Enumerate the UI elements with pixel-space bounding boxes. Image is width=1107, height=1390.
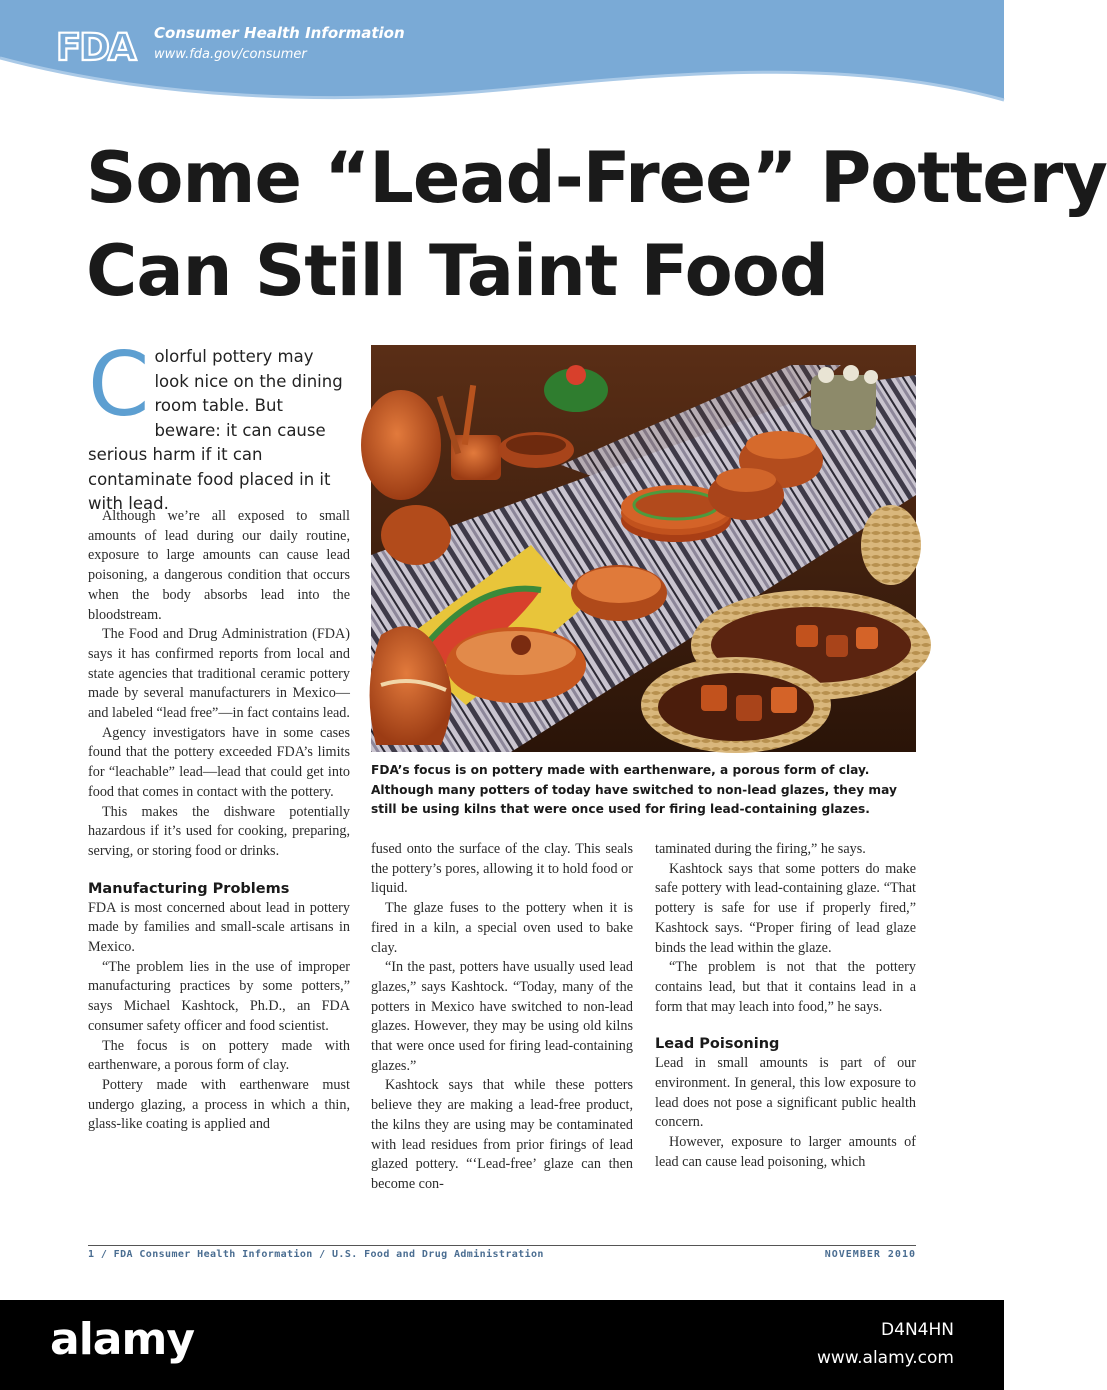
footer-source: 1 / FDA Consumer Health Information / U.S. Food and Drug Administration xyxy=(88,1249,544,1260)
section-heading-lead-poisoning: Lead Poisoning xyxy=(655,1036,780,1053)
paragraph: “The problem lies in the use of improper manufacturing practices by some potters,” says Michael Kashtock, Ph.D., an FDA consumer safety officer and food scientist. xyxy=(88,958,350,1034)
watermark-image-id: D4N4HN xyxy=(881,1320,954,1340)
header-band xyxy=(0,0,1004,110)
paragraph: Pottery made with earthenware must undergo glazing, a process in which a thin, glass-like coating is applied and xyxy=(88,1076,350,1133)
paragraph: Although we’re all exposed to small amounts of lead during our daily routine, exposure to large amounts can cause lead poisoning, a dangerous condition that occurs when the body absorbs lead into the bloodstream. xyxy=(88,508,350,623)
paragraph: Lead in small amounts is part of our environment. In general, this low exposure to lead does not pose a significant public health concern. xyxy=(655,1055,916,1131)
paragraph: Kashtock says that some potters do make safe pottery with lead-containing glaze. “That pottery is safe for use if properly fired,” Kashtock says. “Proper firing of lead glaze binds the lead within the glaze. xyxy=(655,860,916,956)
watermark-strip xyxy=(0,1300,1004,1390)
section-heading-manufacturing-problems: Manufacturing Problems xyxy=(88,880,290,897)
intro-text: olorful pottery may look nice on the dining room table. But beware: it can cause serious harm if it can contaminate food placed in it with lead. xyxy=(88,347,343,513)
paragraph: The Food and Drug Administration (FDA) says it has confirmed reports from local and state agencies that traditional ceramic pottery made by several manufacturers in Mexico—and labeled “lead free”—in fact contains lead. xyxy=(88,626,350,722)
paragraph: “In the past, potters have usually used lead glazes,” says Kashtock. “Today, many of the potters in Mexico have switched to non-lead glazes. However, they may be using old kilns that were once used for firing lead-containing glazes.” xyxy=(371,959,633,1074)
article-column-1 xyxy=(88,507,350,1135)
paragraph: FDA is most concerned about lead in pottery made by families and small-scale artisans in Mexico. xyxy=(88,899,350,956)
paragraph: “The problem is not that the pottery contains lead, but that it contains lead in a form that may leach into food,” he says. xyxy=(655,959,916,1015)
paragraph: The glaze fuses to the pottery when it is fired in a kiln, a special oven used to bake clay. xyxy=(371,900,633,956)
watermark-url[interactable]: www.alamy.com xyxy=(816,1348,954,1368)
header-title: Consumer Health Information xyxy=(154,24,405,42)
paragraph: fused onto the surface of the clay. This seals the pottery’s pores, allowing it to hold food or liquid. xyxy=(371,841,633,897)
paragraph: The focus is on pottery made with earthenware, a porous form of clay. xyxy=(88,1037,350,1074)
dropcap-letter: C xyxy=(88,333,150,436)
intro-paragraph xyxy=(88,333,353,517)
article-column-3 xyxy=(655,840,916,1173)
page-title-line-1: Some “Lead-Free” Pottery xyxy=(86,137,1107,219)
footer-divider xyxy=(88,1245,916,1246)
paragraph: Kashtock says that while these potters believe they are making a lead-free product, the kilns they are using may be contaminated with lead residues from prior firings of lead glazed pottery. “‘Lead-free’ glaze can then become con- xyxy=(371,1077,633,1192)
paragraph: taminated during the firing,” he says. xyxy=(655,841,866,857)
article-column-2 xyxy=(371,840,633,1195)
paragraph: However, exposure to larger amounts of lead can cause lead poisoning, which xyxy=(655,1134,916,1170)
paragraph: Agency investigators have in some cases found that the pottery exceeded FDA’s limits for “leachable” lead—lead that could get into food that comes in contact with the pottery. xyxy=(88,724,350,800)
photo-caption: FDA’s focus is on pottery made with earthenware, a porous form of clay. Although many potters of today have switched to non-lead glazes, they may still be using kilns that were once used for firing lead-containing glazes. xyxy=(371,763,897,816)
fda-logo xyxy=(55,26,141,69)
watermark-logo: alamy xyxy=(50,1314,194,1365)
svg-text:FDA: FDA xyxy=(56,26,135,69)
pottery-photo xyxy=(371,345,916,752)
header-url[interactable]: www.fda.gov/consumer xyxy=(154,47,307,62)
paragraph: This makes the dishware potentially hazardous if it’s used for cooking, preparing, serving, or storing food or drinks. xyxy=(88,803,350,859)
page-title-line-2: Can Still Taint Food xyxy=(86,230,828,312)
footer-date: NOVEMBER 2010 xyxy=(824,1249,916,1260)
